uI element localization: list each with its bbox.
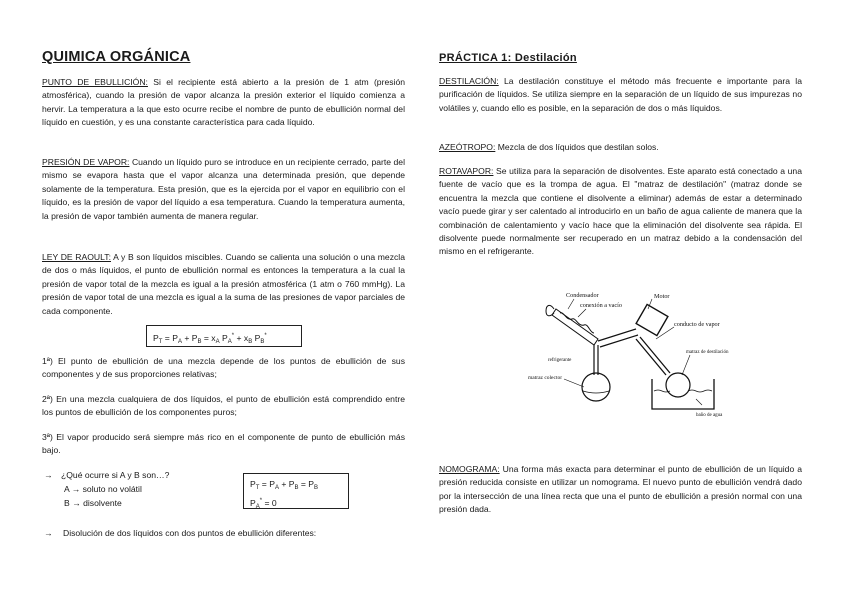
condenser-tube (552, 309, 598, 345)
question-line (44, 469, 169, 482)
motor (636, 304, 668, 335)
paragraph-destilacion (439, 75, 802, 115)
label-refrigerante: refrigerante (548, 358, 572, 363)
label-bano: baño de agua (696, 413, 723, 418)
rule-3: 3ª) El vapor producido será siempre más rico en el componente de punto de ebullición más bajo. (42, 432, 405, 456)
vapor-conduit (636, 339, 666, 375)
formula-nonvolatile-box (243, 473, 349, 509)
label-conexion: conexión a vacío (580, 302, 622, 309)
text-nomograma: Una forma más exacta para determinar el punto de ebullición de un líquido a presión reducida consiste en utilizar un nomograma. El nuevo punto de ebullición vendrá dado por la intersección de una línea recta que una el punto de ebullición a presión normal con una presión dada. (439, 464, 802, 515)
rule-1: 1ª) El punto de ebullición de una mezcla depende de los puntos de ebullición de sus componentes y de sus proporciones relativas; (42, 356, 405, 380)
rule-2: 2ª) En una mezcla cualquiera de dos líquidos, el punto de ebullición está comprendido entre los puntos de ebullición de los componentes puros; (42, 394, 405, 418)
term-punto-ebullicion: PUNTO DE EBULLICIÓN: (42, 77, 148, 87)
paragraph-punto-ebullicion (42, 76, 405, 130)
paragraph-rotavapor (439, 165, 802, 259)
distillation-flask (666, 373, 690, 397)
label-motor: Motor (654, 293, 670, 300)
paragraph-azeotropo (439, 141, 802, 154)
arrow-icon: → (44, 470, 53, 480)
arrow-icon: → (44, 528, 53, 538)
formula-line-1: $P_T = P_A + P_B = P_B$ (250, 479, 319, 491)
solute-line: A → soluto no volátil (64, 484, 142, 494)
term-presion-vapor: PRESIÓN DE VAPOR: (42, 157, 130, 167)
page-title-left: QUIMICA ORGÁNICA (42, 49, 191, 65)
text-presion-vapor: Cuando un líquido puro se introduce en un recipiente cerrado, parte del mismo se evapora hasta que el vapor alcanza una determinada presión, que depende solamente de la temperatura. Esta presión, que es la ejercida por el vapor en equilibrio con el líquido, es la presión de vapor del líquido a esa temperatura. Cuando la temperatura aumenta, la presión de vapor también aumenta de manera regular. (42, 157, 405, 221)
disolucion-line (44, 527, 316, 540)
text-ley-raoult: A y B son líquidos miscibles. Cuando se calienta una solución o una mezcla de dos o más líquidos, el punto de ebullición normal es entonces la temperatura a la cual la presión de vapor total de la mezcla es igual a la presión atmosférica (1 atm o 760 mmHg). La presión de vapor total de una mezcla es igual a la suma de las presiones de vapor parciales de cada componente. (42, 252, 405, 316)
condenser-coil (560, 313, 594, 333)
formula-raoult-box: $P_T = P_A + P_B = x_A$ $P_A^* + x_B$ $P_B^*$ (146, 325, 302, 347)
formula-line-2: $P_A^* = 0$ (250, 498, 277, 510)
term-rotavapor: ROTAVAPOR: (439, 166, 494, 176)
text-azeotropo: Mezcla de dos líquidos que destilan solos. (495, 142, 659, 152)
solvent-line: B → disolvente (64, 498, 122, 508)
label-matraz-destilacion: matraz de destilación (686, 350, 729, 355)
label-condensador: Condensador (566, 292, 599, 299)
text-rotavapor: Se utiliza para la separación de disolventes. Este aparato está conectado a una fuente de vacío que es la trompa de agua. El "matraz de destilación" (matraz donde se encuentra la mezcla que contiene el disolvente a eliminar) además de estar a determinado vacío puede girar y ser calentado al introducirlo en un baño de agua caliente de manera que la combinación de calentamiento y vacío hace que la eliminación del disolvente sea rápida. El disolvente puede normalmente ser recuperado en un matraz debido a la condensación del mismo en el refrigerante. (439, 166, 802, 257)
label-conducto: conducto de vapor (674, 321, 720, 328)
disolucion-text: Disolución de dos líquidos con dos puntos de ebullición diferentes: (62, 528, 317, 538)
term-ley-raoult: LEY DE RAOULT: (42, 252, 111, 262)
condenser-top (546, 305, 554, 315)
collecting-flask (582, 373, 610, 401)
paragraph-nomograma (439, 463, 802, 517)
term-destilacion: DESTILACIÓN: (439, 76, 499, 86)
text-destilacion: La destilación constituye el método más frecuente e importante para la purificación de líquidos. Se utiliza siempre en la separación de un líquido de sus impurezas no volátiles y, cuando ello es posible, en la separación de dos o más líquidos. (439, 76, 802, 113)
water-bath (652, 379, 714, 409)
term-nomograma: NOMOGRAMA: (439, 464, 500, 474)
paragraph-presion-vapor (42, 156, 405, 223)
label-matraz-colector: matraz colector (528, 375, 563, 381)
term-azeotropo: AZEÓTROPO: (439, 142, 496, 152)
question-text: ¿Qué ocurre si A y B son…? (60, 470, 170, 480)
rotavapor-diagram (528, 287, 748, 417)
paragraph-ley-raoult (42, 251, 405, 318)
text-punto-ebullicion: Si el recipiente está abierto a la presión de 1 atm (presión atmosférica), cuando la presión de vapor alcanza la presión exterior el líquido comienza a hervir. La temperatura a la que esto ocurre recibe el nombre de punto de ebullición normal del líquido en cuestión, y es una constante característica para cada líquido. (42, 77, 405, 128)
page-title-right: PRÁCTICA 1: Destilación (439, 52, 577, 64)
